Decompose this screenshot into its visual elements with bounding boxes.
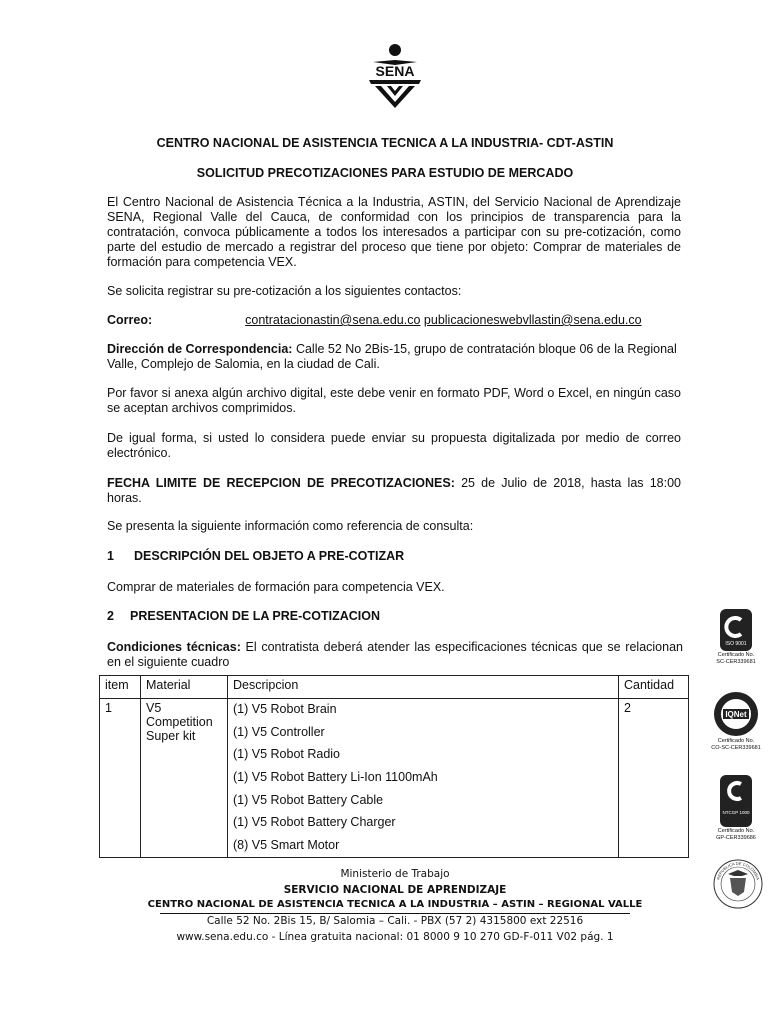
- cell-item: 1: [100, 699, 141, 858]
- document-subtitle: SOLICITUD PRECOTIZACIONES PARA ESTUDIO DE MERCADO: [196, 166, 574, 180]
- header-material: Material: [141, 676, 228, 699]
- desc-line: (1) V5 Controller: [233, 724, 325, 739]
- igual-paragraph: De igual forma, si usted lo considera puede enviar su propuesta digitalizada por medio de correo electrónico.: [107, 431, 681, 460]
- table-row: [100, 699, 689, 858]
- footer-address: Calle 52 No. 2Bis 15, B/ Salomia – Cali. - PBX (57 2) 4315800 ext 22516: [206, 915, 584, 927]
- cert-iqnet: [708, 690, 764, 752]
- register-paragraph: Se solicita registrar su pre-cotización a los siguientes contactos:: [107, 284, 462, 298]
- cert-label: Certificado No.: [717, 652, 755, 658]
- intro-paragraph: El Centro Nacional de Asistencia Técnica a la Industria, ASTIN, del Servicio Nacional de Aprendizaje SENA, Regional Valle del Cauca, de conformidad con los principios de transparencia para la contratación, convoca públicamente a todos los interesados a participar con su pre-cotización, como parte del estudio de mercado a registrar del proceso que tiene por objeto: Comprar de materiales de formación para competencia VEX.: [107, 195, 681, 269]
- desc-line: (1) V5 Robot Battery Cable: [233, 792, 384, 807]
- fecha-label: FECHA LIMITE DE RECEPCION DE PRECOTIZACIONES:: [107, 476, 455, 490]
- sena-logo: [355, 42, 435, 110]
- seal-text: REPUBLICA DE COLOMBIA: [715, 860, 761, 881]
- direccion-text: Calle 52 No 2Bis-15, grupo de contratación bloque 06 de la Regional Valle, Complejo de Salomia, en la ciudad de Cali.: [107, 342, 677, 371]
- header-item: item: [100, 676, 141, 699]
- direccion-paragraph: [107, 342, 681, 372]
- section-1-title: DESCRIPCIÓN DEL OBJETO A PRE-COTIZAR: [134, 549, 405, 563]
- footer-divider: [160, 913, 630, 914]
- section-1-heading: [107, 549, 404, 563]
- cell-descripcion: [228, 699, 619, 858]
- section-2-heading: [107, 609, 380, 623]
- desc-line: (1) V5 Robot Battery Charger: [233, 815, 396, 830]
- desc-line: (1) V5 Robot Brain: [233, 702, 337, 716]
- condiciones-paragraph: [107, 640, 683, 670]
- header-descripcion: Descripcion: [228, 676, 619, 699]
- email-link-publicaciones[interactable]: publicacioneswebvllastin@sena.edu.co: [423, 313, 642, 327]
- cert-label: Certificado No.: [717, 828, 755, 834]
- correo-line: [107, 313, 681, 328]
- cert-code: SC-CER339681: [716, 659, 756, 665]
- table-header-row: [100, 676, 689, 699]
- fecha-paragraph: [107, 476, 681, 506]
- cell-material: V5 Competition Super kit: [141, 699, 228, 858]
- fecha-text: 25 de Julio de 2018, hasta las 18:00 horas.: [107, 476, 681, 505]
- cell-cantidad: 2: [619, 699, 689, 858]
- section-1-text: Comprar de materiales de formación para competencia VEX.: [107, 580, 445, 594]
- cert-badge: IQNet: [725, 710, 747, 719]
- iqnet-icon: [712, 690, 760, 738]
- desc-line: (1) V5 Robot Radio: [233, 747, 341, 762]
- colombia-seal-icon: [712, 858, 764, 910]
- footer-servicio: SERVICIO NACIONAL DE APRENDIZAJE: [283, 884, 507, 896]
- referencia-paragraph: Se presenta la siguiente información como referencia de consulta:: [107, 519, 474, 533]
- colombia-seal: [712, 858, 764, 910]
- section-2-number: 2: [107, 609, 114, 623]
- section-2-title: PRESENTACION DE LA PRE-COTIZACION: [130, 609, 381, 623]
- section-1-number: 1: [107, 549, 114, 563]
- condiciones-text: El contratista deberá atender las especificaciones técnicas que se relacionan en el siguiente cuadro: [107, 640, 683, 669]
- cert-code: GP-CER339686: [716, 835, 756, 841]
- iso-9001-icon: [719, 608, 753, 652]
- cert-badge: ISO 9001: [725, 641, 747, 647]
- email-link-contratacion[interactable]: contratacionastin@sena.edu.co: [245, 313, 421, 327]
- desc-line: (8) V5 Smart Motor: [233, 838, 340, 853]
- footer-centro: CENTRO NACIONAL DE ASISTENCIA TECNICA A LA INDUSTRIA – ASTIN – REGIONAL VALLE: [147, 899, 643, 910]
- cert-code: CO-SC-CER339681: [711, 745, 761, 751]
- condiciones-label: Condiciones técnicas:: [107, 640, 241, 654]
- document-title: CENTRO NACIONAL DE ASISTENCIA TECNICA A LA INDUSTRIA- CDT-ASTIN: [156, 136, 614, 150]
- cert-badge: NTCGP 1000: [722, 810, 750, 815]
- anexo-paragraph: Por favor si anexa algún archivo digital, este debe venir en formato PDF, Word o Excel, en ningún caso se aceptan archivos comprimidos.: [107, 386, 681, 415]
- footer-web: www.sena.edu.co - Línea gratuita nacional: 01 8000 9 10 270 GD-F-011 V02 pág. 1: [176, 931, 614, 943]
- direccion-label: Dirección de Correspondencia:: [107, 342, 293, 356]
- items-table: [99, 675, 689, 858]
- svg-text:SENA: SENA: [375, 63, 415, 79]
- desc-line: (1) V5 Robot Battery Li-Ion 1100mAh: [233, 770, 438, 785]
- correo-label: Correo:: [107, 313, 153, 327]
- header-cantidad: Cantidad: [619, 676, 689, 699]
- cert-iso-9001: [708, 608, 764, 666]
- ntcgp-icon: [719, 774, 753, 828]
- cert-label: Certificado No.: [717, 738, 755, 744]
- cert-ntcgp: [708, 774, 764, 842]
- sena-logo-graphic: [355, 42, 435, 110]
- footer-ministerio: Ministerio de Trabajo: [340, 868, 450, 880]
